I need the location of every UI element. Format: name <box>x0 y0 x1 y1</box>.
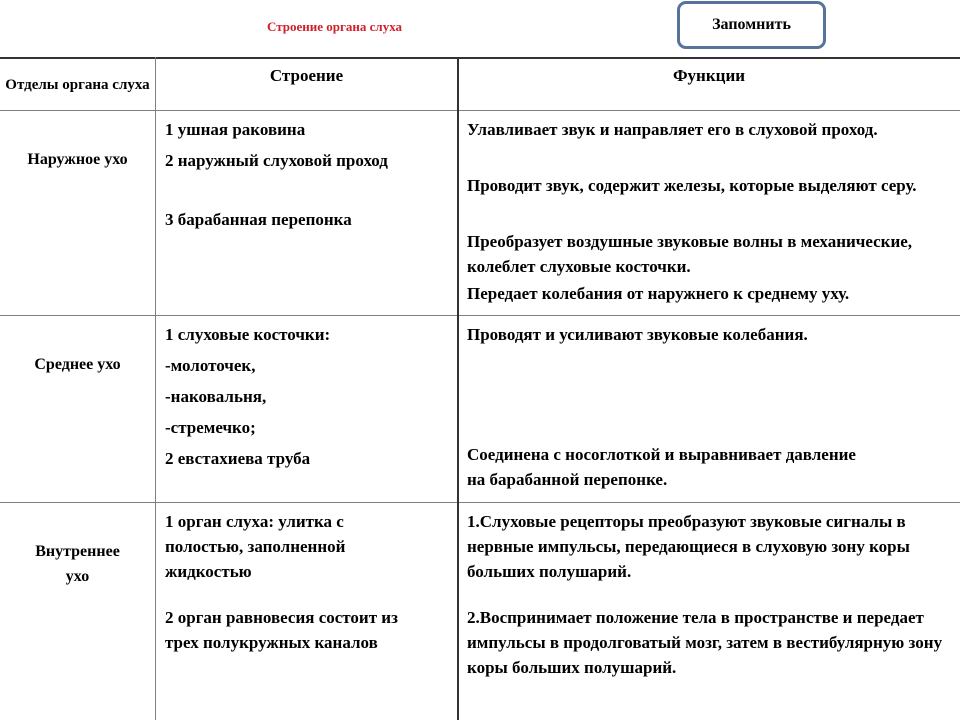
row-inner-ear-section: Внутреннее ухо <box>35 543 120 585</box>
row-divider <box>0 502 960 503</box>
row-middle-ear-section: Среднее ухо <box>34 356 121 373</box>
header-functions: Функции <box>672 66 746 85</box>
function-item: Проводят и усиливают звуковые колебания. <box>467 325 808 344</box>
function-item: Преобразует воздушные звуковые волны в механические, колеблет слуховые косточки. <box>467 232 913 276</box>
function-item: 2.Воспринимает положение тела в пространстве и передает импульсы в продолговатый мозг, затем в вестибулярную зону коры больших полушарий. <box>467 608 943 677</box>
structure-item: 2 наружный слуховой проход <box>165 151 388 170</box>
function-item: Соединена с носоглоткой и выравнивает давление на барабанной перепонке. <box>467 445 856 489</box>
structure-item: 2 орган равновесия состоит из трех полукружных каналов <box>165 608 398 652</box>
function-item: Проводит звук, содержит железы, которые выделяют серу. <box>467 176 917 195</box>
structure-item: 1 слуховые косточки: <box>165 325 331 344</box>
column-divider <box>155 57 156 720</box>
structure-item: 3 барабанная перепонка <box>165 210 352 229</box>
remember-button[interactable]: Запомнить <box>677 1 826 49</box>
structure-item: -наковальня, <box>165 387 267 406</box>
structure-item: 1 ушная раковина <box>165 120 306 139</box>
function-item: 1.Слуховые рецепторы преобразуют звуковые сигналы в нервные импульсы, передающиеся в слуховую зону коры больших полушарий. <box>467 512 910 581</box>
header-section: Отделы органа слуха <box>5 77 150 93</box>
structure-item: 2 евстахиева труба <box>165 449 311 468</box>
page-title: Строение органа слуха <box>267 19 403 34</box>
header-structure: Строение <box>269 66 344 85</box>
column-divider <box>457 57 459 720</box>
hearing-organ-table <box>0 57 960 720</box>
row-divider <box>0 315 960 316</box>
row-outer-ear-section: Наружное ухо <box>27 151 128 168</box>
structure-item: -молоточек, <box>165 356 256 375</box>
structure-item: -стремечко; <box>165 418 256 437</box>
function-item: Улавливает звук и направляет его в слуховой проход. <box>467 120 878 139</box>
structure-item: 1 орган слуха: улитка с полостью, заполненной жидкостью <box>165 512 346 581</box>
function-item: Передает колебания от наружнего к среднему уху. <box>467 284 850 303</box>
